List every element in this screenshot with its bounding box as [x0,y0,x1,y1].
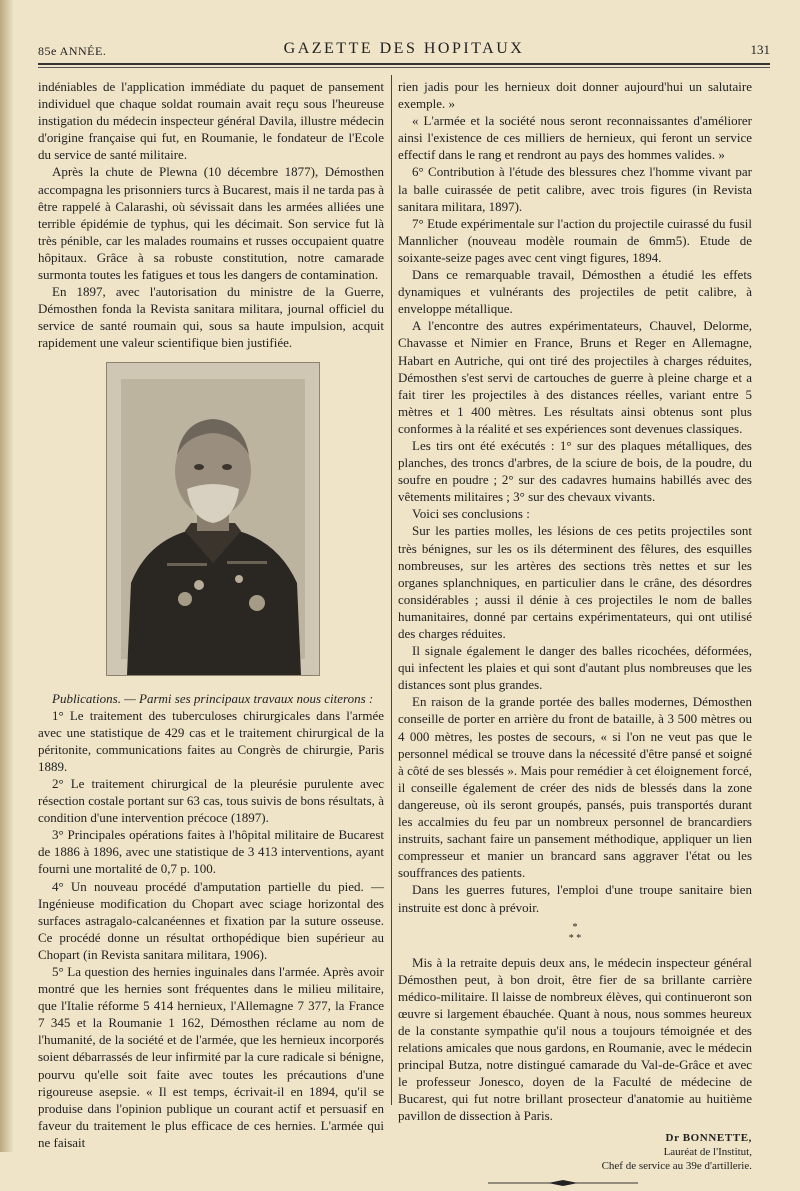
right-column [398,78,752,1191]
author-position: Chef de service au 39e d'artillerie. [601,1159,752,1172]
edition-label: 85e ANNÉE. [38,44,107,58]
publication-item: 3° Principales opérations faites à l'hôpital militaire de Bucarest de 1886 à 1896, avec une statistique de 3 413 interventions, ayant fourni une mortalité de 0,7 p. 100. [38,827,384,877]
paragraph: En raison de la grande portée des balles modernes, Démosthen conseille de porter en arrière du front de bataille, à 3 500 mètres ou 4 000 mètres, les postes de secours, « si l'on ne veut pas que le personnel médical se trouve dans la nécessité d'être pansé et soigné à côté de ses blessés ». Mais pour remédier à cet éloignement forcé, il conseille également de créer des nids de blessés dans la zone dangereuse, où ils seront groupés, pansés, puis transportés durant les accalmies du feu par un nombreux personnel de brancardiers instruits, sachant faire un pansement méthodique, appliquer un lien compresseur et manier un brancard sans aggraver l'état ou les souffrances des patients. [398,694,752,881]
publication-item: 4° Un nouveau procédé d'amputation partielle du pied. — Ingénieuse modification du Chopart avec sciage horizontal des surfaces astragalo-calcanéennes et fixation par la suture osseuse. Ce procédé donne un résultat orthopédique bien supérieur au Chopart (in Revista sanitara militara, 1906). [38,878,384,962]
page-edge-shadow [0,0,14,1152]
column-divider [391,75,392,1105]
portrait-illustration [107,363,319,675]
section-asterism: * * * [568,921,582,944]
author-name: Dr BONNETTE, [665,1131,752,1144]
paragraph: En 1897, avec l'autorisation du ministre de la Guerre, Démosthen fonda la Revista sanitara militara, journal officiel du service de santé roumain qui, sous sa haute impulsion, acquit rapidement une valeur scientifique bien justifiée. [38,284,384,351]
paragraph: Mis à la retraite depuis deux ans, le médecin inspecteur général Démosthen peut, à bon droit, être fier de sa brillante carrière médico-militaire. Il laisse de nombreux élèves, qui continueront son œuvre si largement ébauchée. Quant à nous, nous sommes heureux de la constante sympathie qu'il nous a toujours témoignée et des relations amicales que nous gardons, en Roumanie, avec le médecin principal Butza, notre distingué camarade du Val-de-Grâce et avec le professeur Jonesco, doyen de la Faculté de médecine de Bucarest, qui fut notre brillant prosecteur d'anatomie au huitième pavillon de dissection à Paris. [398,954,752,1124]
paragraph: Après la chute de Plewna (10 décembre 1877), Démosthen accompagna les prisonniers turcs à Bucarest, mais il ne tarda pas à être rappelé à Calarashi, où sévissait dans les armées alliées une terrible épidémie de typhus, qui les décimait. Son service fut là très pénible, car les malades roumains et russes occupaient quatre hôpitaux. Grâce à sa robuste constitution, notre camarade surmonta toutes les fatigues et tous les dangers de contamination. [38,164,384,283]
paragraph: Il signale également le danger des balles ricochées, déformées, qui infectent les plaies et qui sont d'autant plus nombreuses que les distances sont plus grandes. [398,643,752,693]
paragraph: Dans ce remarquable travail, Démosthen a étudié les effets dynamiques et vulnérants des projectiles de petit calibre, à enveloppe métallique. [398,267,752,317]
publications-heading: Publications. — Parmi ses principaux travaux nous citerons : [52,690,374,706]
publication-item: 5° La question des hernies inguinales dans l'armée. Après avoir montré que les hernies sont fréquentes dans le milieu militaire, que l'Italie réforme 5 414 hernieux, l'Allemagne 7 377, la France 7 345 et la Roumanie 1 162, Démosthen réclame au nom de l'humanité, de la société et de l'armée, que les hernieux incorporés soient débarrassés de leur infirmité par la cure radicale si bénigne, pourvu qu'elle soit faite avec toutes les précautions d'une rigoureuse asepsie. « Il est temps, écrivait-il en 1894, qu'il se produise dans l'opinion publique un courant actif et persuasif en faveur du traitement le plus efficace de ces hernies. L'armée qui ne faisait [38,964,384,1150]
portrait-photo [106,362,320,676]
publication-item: 7° Etude expérimentale sur l'action du projectile cuirassé du fusil Mannlicher (nouveau modèle roumain de 6mm5). Etude de soixante-seize pages avec cent vingt figures, 1894. [398,215,752,265]
publication-item: 1° Le traitement des tuberculoses chirurgicales dans l'armée avec une statistique de 429 cas et le traitement chirurgical de la péritonite, communications faites au Congrès de chirurgie, Paris 1889. [38,707,384,774]
paragraph: Dans les guerres futures, l'emploi d'une troupe sanitaire bien instruite est donc à prévoir. [398,882,752,915]
page-number: 131 [750,42,770,57]
journal-title: GAZETTE DES HOPITAUX [283,40,525,57]
left-column [38,78,384,1151]
paragraph: « L'armée et la société nous seront reconnaissantes d'améliorer ainsi l'existence de ces milliers de hernieux, qui feront un service effectif dans le rang et rendront au pays des hommes valides. » [398,113,752,163]
page-header [38,38,770,60]
author-title: Lauréat de l'Institut, [663,1145,752,1158]
end-ornament [488,1179,638,1187]
publication-item: 2° Le traitement chirurgical de la pleurésie purulente avec résection costale portant sur 63 cas, tous suivis de bons résultats, à condition d'une intervention précoce (1897). [38,775,384,826]
paragraph: indéniables de l'application immédiate du paquet de pansement individuel que chaque soldat roumain avait reçu sous l'heureuse instigation du médecin inspecteur général Davila, illustre médecin d'origine française qui fut, en Roumanie, le fondateur de l'Ecole du service de santé militaire. [38,79,384,163]
paragraph: A l'encontre des autres expérimentateurs, Chauvel, Delorme, Chavasse et Nimier en France, Bruns et Reger en Allemagne, Habart en Autriche, qui ont tiré des projectiles à charges réduites, Démosthen s'est servi de cartouches de guerre à pleine charge et a fait tirer les projectiles à des distances réelles, variant entre 5 mètres et 1 400 mètres. Les résultats ainsi obtenus sont plus conformes à la réalité et ses expériences sont devenues classiques. [398,318,752,436]
paragraph: Sur les parties molles, les lésions de ces petits projectiles sont très bénignes, sur les os ils déterminent des fêlures, des esquilles nombreuses, sur les artères des sections très nettes et sur les organes splanchniques, en particulier dans le crâne, des désordres considérables ; aussi il dénie à ces projectiles le nom de balles humanitaires, donné par certains expérimentateurs, qui ont utilisé des charges réduites. [398,523,752,641]
header-rule-thin [38,67,770,68]
paragraph: Les tirs ont été exécutés : 1° sur des plaques métalliques, des planches, des troncs d'arbres, de la sciure de bois, de la poudre, du soufre en poudre ; 2° sur des cadavres humains habillés avec des vêtements militaires ; 3° sur des chevaux vivants. [398,437,752,505]
paragraph: rien jadis pour les hernieux doit donner aujourd'hui un salutaire exemple. » [398,79,752,112]
paragraph: Voici ses conclusions : [412,506,530,522]
publication-item: 6° Contribution à l'étude des blessures chez l'homme vivant par la balle cuirassée de petit calibre, avec trois figures (in Revista sanitara militara, 1897). [398,164,752,214]
header-rule [38,63,770,65]
